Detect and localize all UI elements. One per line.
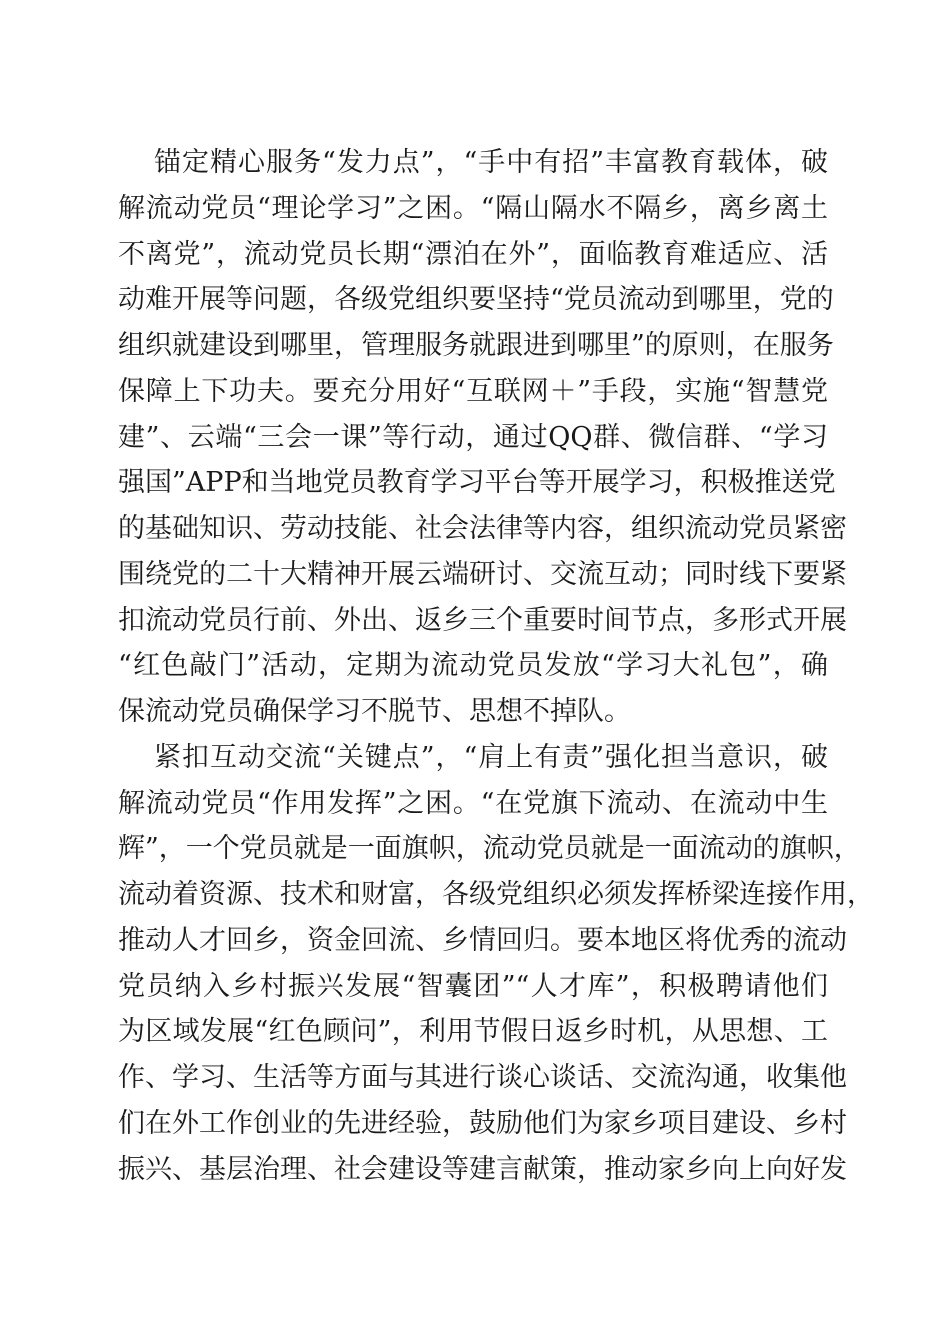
- paragraph-2-line-4: 流动着资源、技术和财富，各级党组织必须发挥桥梁连接作用，: [118, 879, 874, 910]
- paragraph-2-line-5: 推动人才回乡，资金回流、乡情回归。要本地区将优秀的流动: [118, 924, 847, 956]
- paragraph-1-line-12: “红色敲门”活动，定期为流动党员发放“学习大礼包”，确: [118, 650, 828, 682]
- paragraph-1-line-9: 的基础知识、劳动技能、社会法律等内容，组织流动党员紧密: [118, 513, 847, 544]
- paragraph-1-line-8: 强国”APP和当地党员教育学习平台等开展学习，积极推送党: [118, 467, 836, 499]
- paragraph-1-line-2: 解流动党员“理论学习”之困。“隔山隔水不隔乡，离乡离土: [118, 192, 828, 224]
- paragraph-2-line-7: 为区域发展“红色顾问”，利用节假日返乡时机，从思想、工: [118, 1016, 828, 1048]
- paragraph-1-line-5: 组织就建设到哪里，管理服务就跟进到哪里”的原则，在服务: [118, 330, 834, 361]
- paragraph-2-line-9: 们在外工作创业的先进经验，鼓励他们为家乡项目建设、乡村: [118, 1107, 847, 1139]
- paragraph-1-line-10: 围绕党的二十大精神开展云端研讨、交流互动；同时线下要紧: [118, 558, 847, 590]
- paragraph-1-line-13: 保流动党员确保学习不脱节、思想不掉队。: [118, 696, 631, 727]
- document-body: [118, 140, 874, 1192]
- paragraph-2-line-6: 党员纳入乡村振兴发展“智囊团”“人才库”，积极聘请他们: [118, 970, 828, 1002]
- paragraph-2-line-2: 解流动党员“作用发挥”之困。“在党旗下流动、在流动中生: [118, 787, 828, 819]
- paragraph-2-line-1: 紧扣互动交流“关键点”，“肩上有责”强化担当意识，破: [154, 741, 828, 773]
- paragraph-2-line-8: 作、学习、生活等方面与其进行谈心谈话、交流沟通，收集他: [118, 1062, 847, 1093]
- paragraph-2-line-10: 振兴、基层治理、社会建设等建言献策，推动家乡向上向好发: [118, 1153, 847, 1185]
- paragraph-1-line-3: 不离党”，流动党员长期“漂泊在外”，面临教育难适应、活: [118, 238, 828, 270]
- paragraph-1-line-11: 扣流动党员行前、外出、返乡三个重要时间节点，多形式开展: [118, 604, 847, 636]
- paragraph-2-line-3: 辉”，一个党员就是一面旗帜，流动党员就是一面流动的旗帜，: [118, 833, 861, 865]
- paragraph-1-line-1: 锚定精心服务“发力点”，“手中有招”丰富教育载体，破: [154, 147, 828, 178]
- paragraph-1-line-4: 动难开展等问题，各级党组织要坚持“党员流动到哪里，党的: [118, 284, 834, 316]
- paragraph-1-line-6: 保障上下功夫。要充分用好“互联网＋”手段，实施“智慧党: [118, 375, 828, 407]
- paragraph-1-line-7: 建”、云端“三会一课”等行动，通过QQ群、微信群、“学习: [118, 421, 828, 453]
